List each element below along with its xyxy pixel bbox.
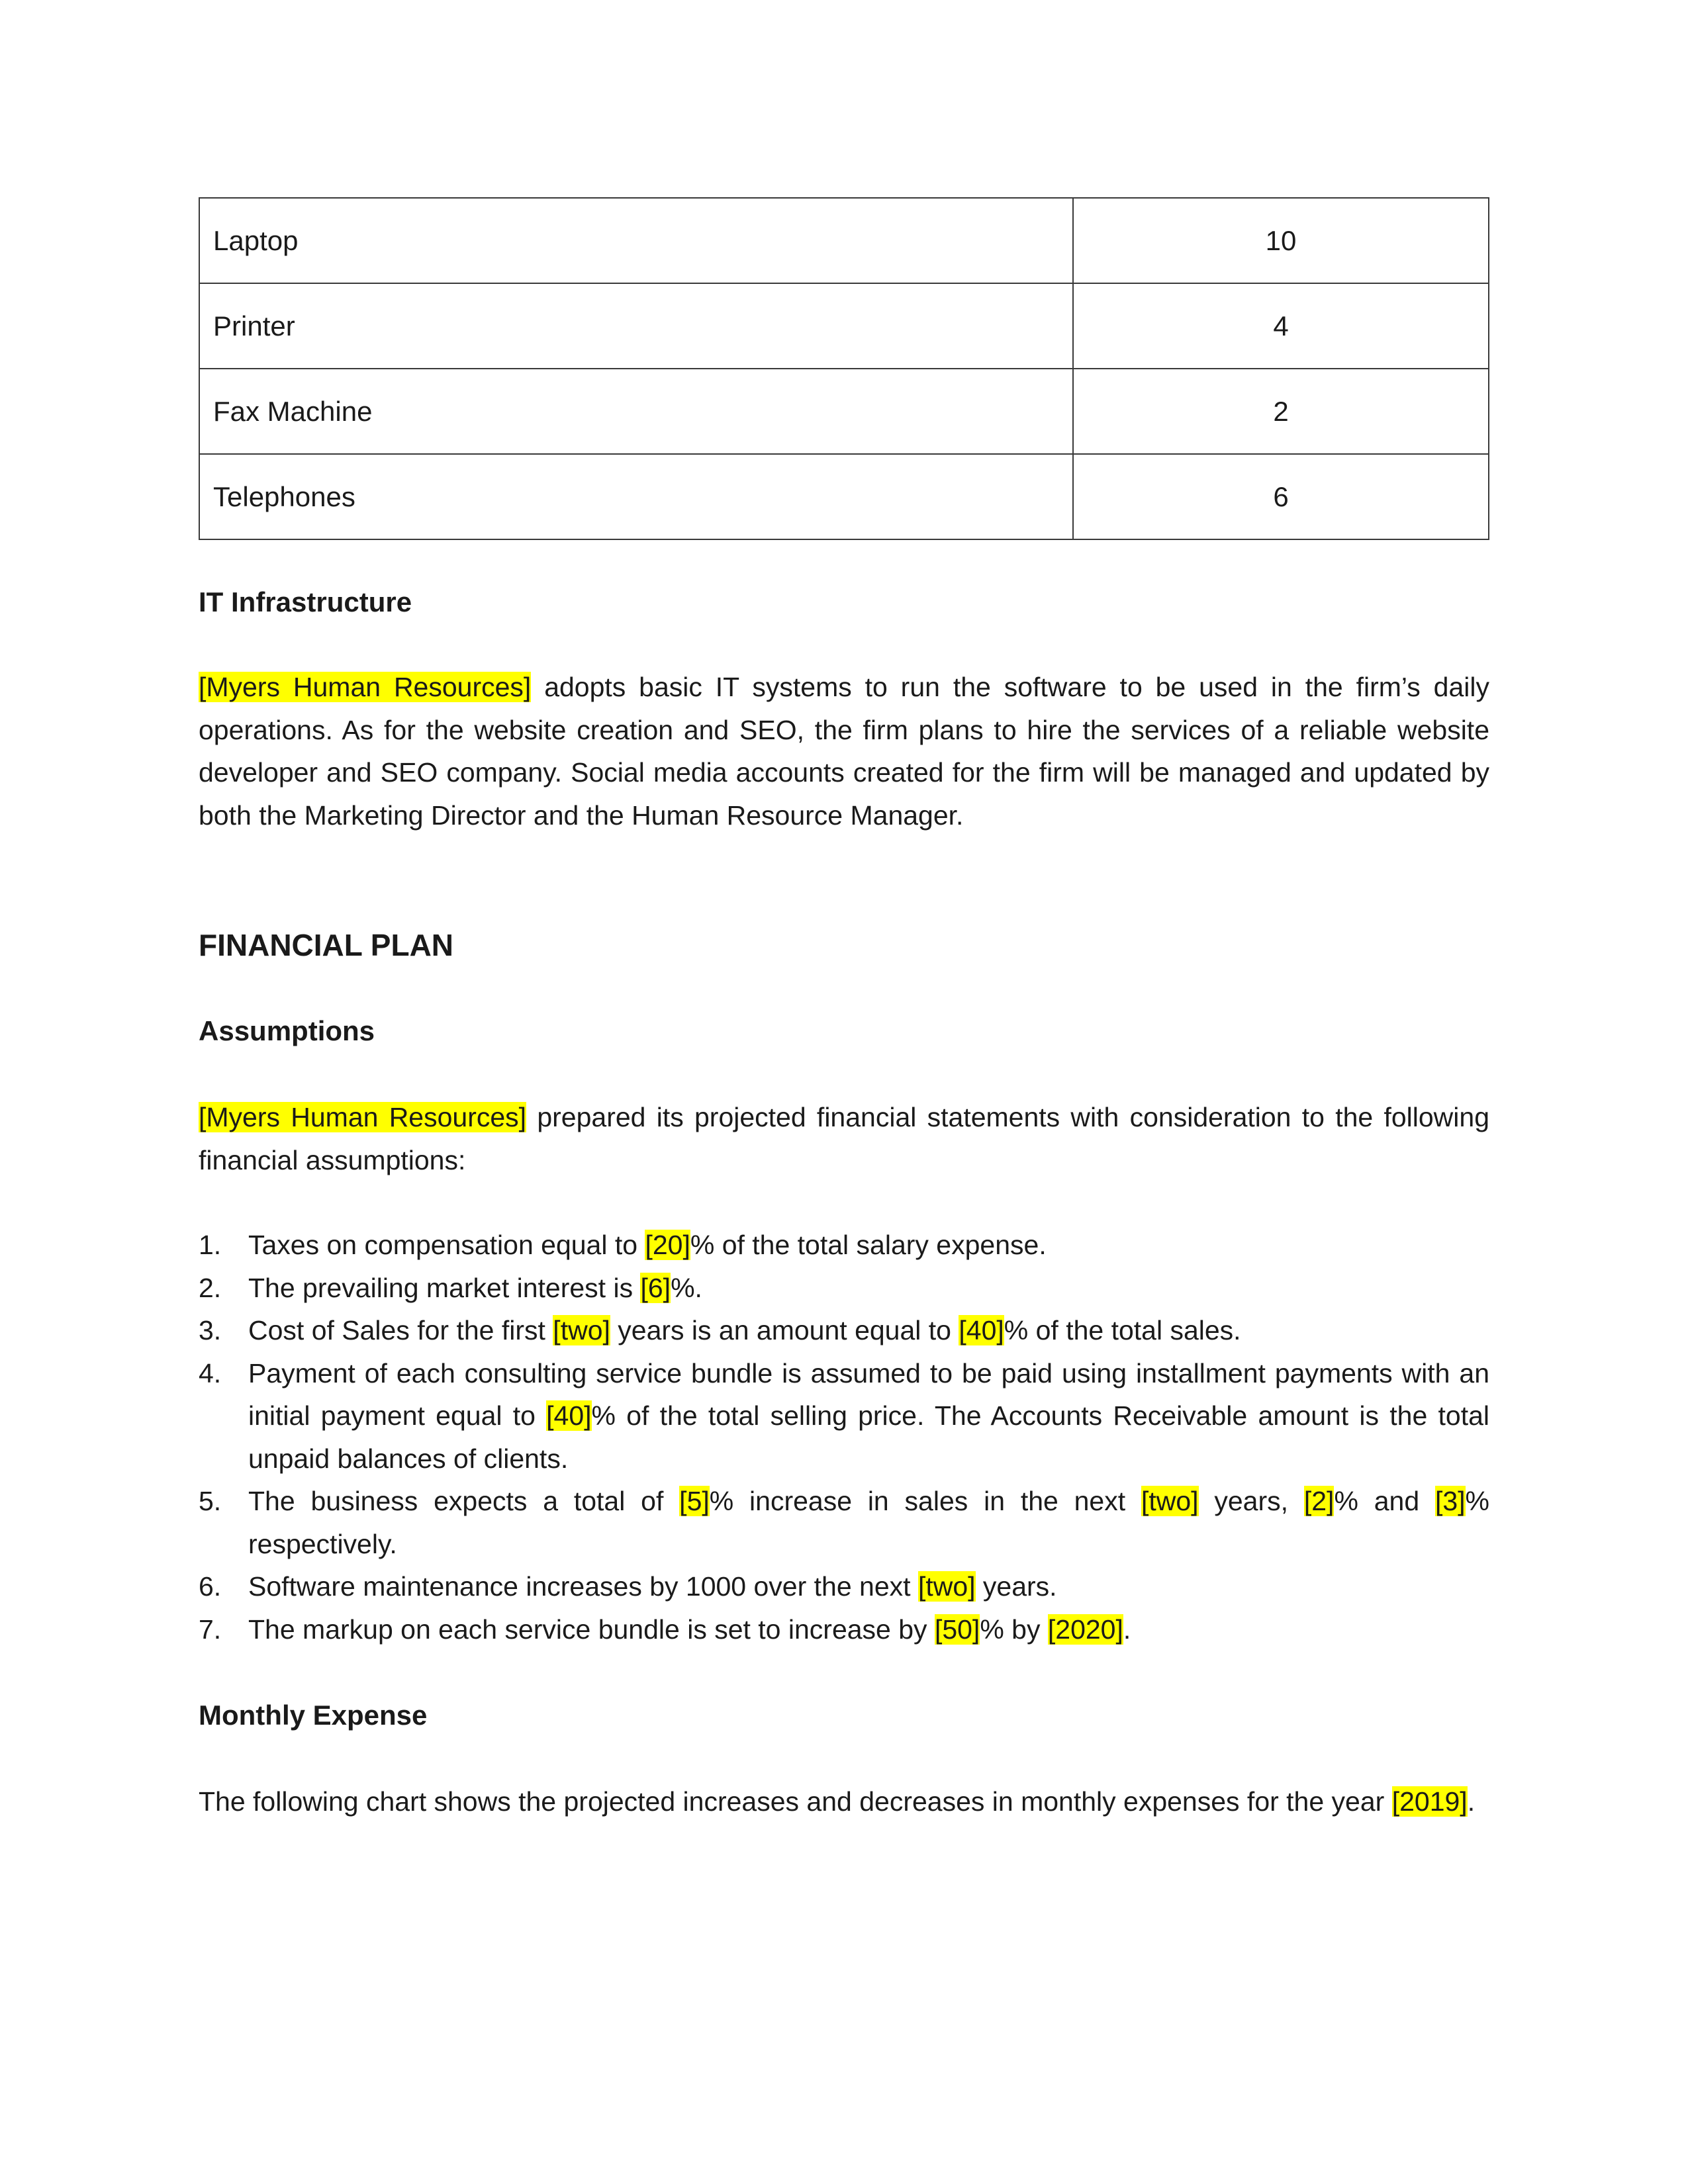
spacer — [199, 1052, 1489, 1096]
it-infrastructure-paragraph — [199, 666, 1489, 837]
placeholder-highlight: [6] — [640, 1272, 671, 1303]
list-number: 3. — [199, 1315, 222, 1345]
assumptions-list — [199, 1224, 1489, 1651]
list-text: years. — [975, 1571, 1057, 1602]
monthly-expense-heading: Monthly Expense — [199, 1700, 428, 1731]
list-text: Software maintenance increases by 1000 over the next — [248, 1571, 918, 1602]
equipment-qty: 2 — [1073, 369, 1489, 454]
list-text: The markup on each service bundle is set to increase by — [248, 1614, 935, 1645]
paragraph-text: The following chart shows the projected increases and decreases in monthly expenses for the year — [199, 1786, 1392, 1817]
placeholder-highlight: [2020] — [1047, 1614, 1123, 1645]
list-text: % increase in sales in the next — [709, 1486, 1141, 1516]
list-text: %. — [671, 1272, 702, 1303]
equipment-qty: 10 — [1073, 198, 1489, 283]
list-number: 4. — [199, 1357, 222, 1388]
spacer — [199, 540, 1489, 581]
assumptions-intro — [199, 1096, 1489, 1181]
spacer — [199, 1737, 1489, 1780]
list-text: . — [1123, 1614, 1131, 1645]
placeholder-highlight: [two] — [917, 1571, 976, 1602]
list-text: % by — [980, 1614, 1048, 1645]
list-item — [199, 1309, 1489, 1352]
placeholder-highlight: [2] — [1303, 1486, 1335, 1516]
placeholder-highlight: [two] — [1141, 1486, 1199, 1516]
equipment-qty: 4 — [1073, 283, 1489, 369]
list-text: % of the total salary expense. — [690, 1230, 1047, 1260]
list-text: % and — [1334, 1486, 1435, 1516]
equipment-item: Telephones — [199, 454, 1073, 539]
list-number: 2. — [199, 1272, 222, 1303]
list-text: years, — [1198, 1486, 1304, 1516]
assumptions-heading: Assumptions — [199, 1015, 375, 1046]
spacer — [199, 623, 1489, 666]
table-row — [199, 369, 1489, 454]
list-text: Payment of each consulting service bundle is assumed to be paid using installment payments with an initial payment equal to — [248, 1357, 1489, 1431]
list-item — [199, 1565, 1489, 1608]
list-text: Taxes on compensation equal to — [248, 1230, 645, 1260]
equipment-item: Laptop — [199, 198, 1073, 283]
company-name-highlight: [Myers Human Resources] — [199, 672, 532, 702]
list-text: Cost of Sales for the first — [248, 1315, 553, 1345]
spacer — [199, 1181, 1489, 1224]
list-number: 6. — [199, 1571, 222, 1602]
placeholder-highlight: [40] — [959, 1315, 1004, 1345]
table-row — [199, 454, 1489, 539]
paragraph-text: . — [1467, 1786, 1476, 1817]
financial-plan-heading: FINANCIAL PLAN — [199, 928, 454, 962]
paragraph-text: prepared its projected financial statements with consideration to the following financial assumptions: — [199, 1102, 1489, 1175]
equipment-item: Printer — [199, 283, 1073, 369]
company-name-highlight: [Myers Human Resources] — [199, 1102, 527, 1132]
list-text: % of the total sales. — [1004, 1315, 1241, 1345]
placeholder-highlight: [5] — [679, 1486, 710, 1516]
list-text: The prevailing market interest is — [248, 1272, 641, 1303]
table-row — [199, 198, 1489, 283]
list-item — [199, 1267, 1489, 1310]
list-number: 1. — [199, 1230, 222, 1260]
list-number: 5. — [199, 1486, 222, 1516]
spacer — [199, 966, 1489, 1010]
list-text: % respectively. — [248, 1486, 1489, 1559]
placeholder-highlight: [20] — [645, 1230, 690, 1260]
placeholder-highlight: [40] — [546, 1400, 592, 1431]
table-row — [199, 283, 1489, 369]
placeholder-highlight: [50] — [934, 1614, 980, 1645]
list-text: % of the total selling price. The Accounts Receivable amount is the total unpaid balances of clients. — [248, 1400, 1490, 1474]
list-item — [199, 1224, 1489, 1267]
placeholder-highlight: [3] — [1434, 1486, 1466, 1516]
list-item — [199, 1480, 1489, 1565]
document-page — [199, 197, 1489, 1823]
equipment-qty: 6 — [1073, 454, 1489, 539]
year-highlight: [2019] — [1391, 1786, 1468, 1817]
list-text: years is an amount equal to — [610, 1315, 959, 1345]
it-infrastructure-heading: IT Infrastructure — [199, 586, 412, 617]
equipment-item: Fax Machine — [199, 369, 1073, 454]
paragraph-text: adopts basic IT systems to run the software to be used in the firm’s daily operations. As for the website creation and SEO, the firm plans to hire the services of a reliable website developer and SEO company. Social media accounts created for the firm will be managed and updated by both the Marketing Director and the Human Resource Manager. — [199, 672, 1489, 831]
spacer — [199, 1651, 1489, 1694]
monthly-expense-paragraph — [199, 1780, 1489, 1823]
spacer — [199, 837, 1489, 924]
equipment-table — [199, 197, 1489, 540]
list-item — [199, 1608, 1489, 1651]
list-item — [199, 1352, 1489, 1480]
list-number: 7. — [199, 1614, 222, 1645]
placeholder-highlight: [two] — [553, 1315, 610, 1345]
list-text: The business expects a total of — [248, 1486, 680, 1516]
